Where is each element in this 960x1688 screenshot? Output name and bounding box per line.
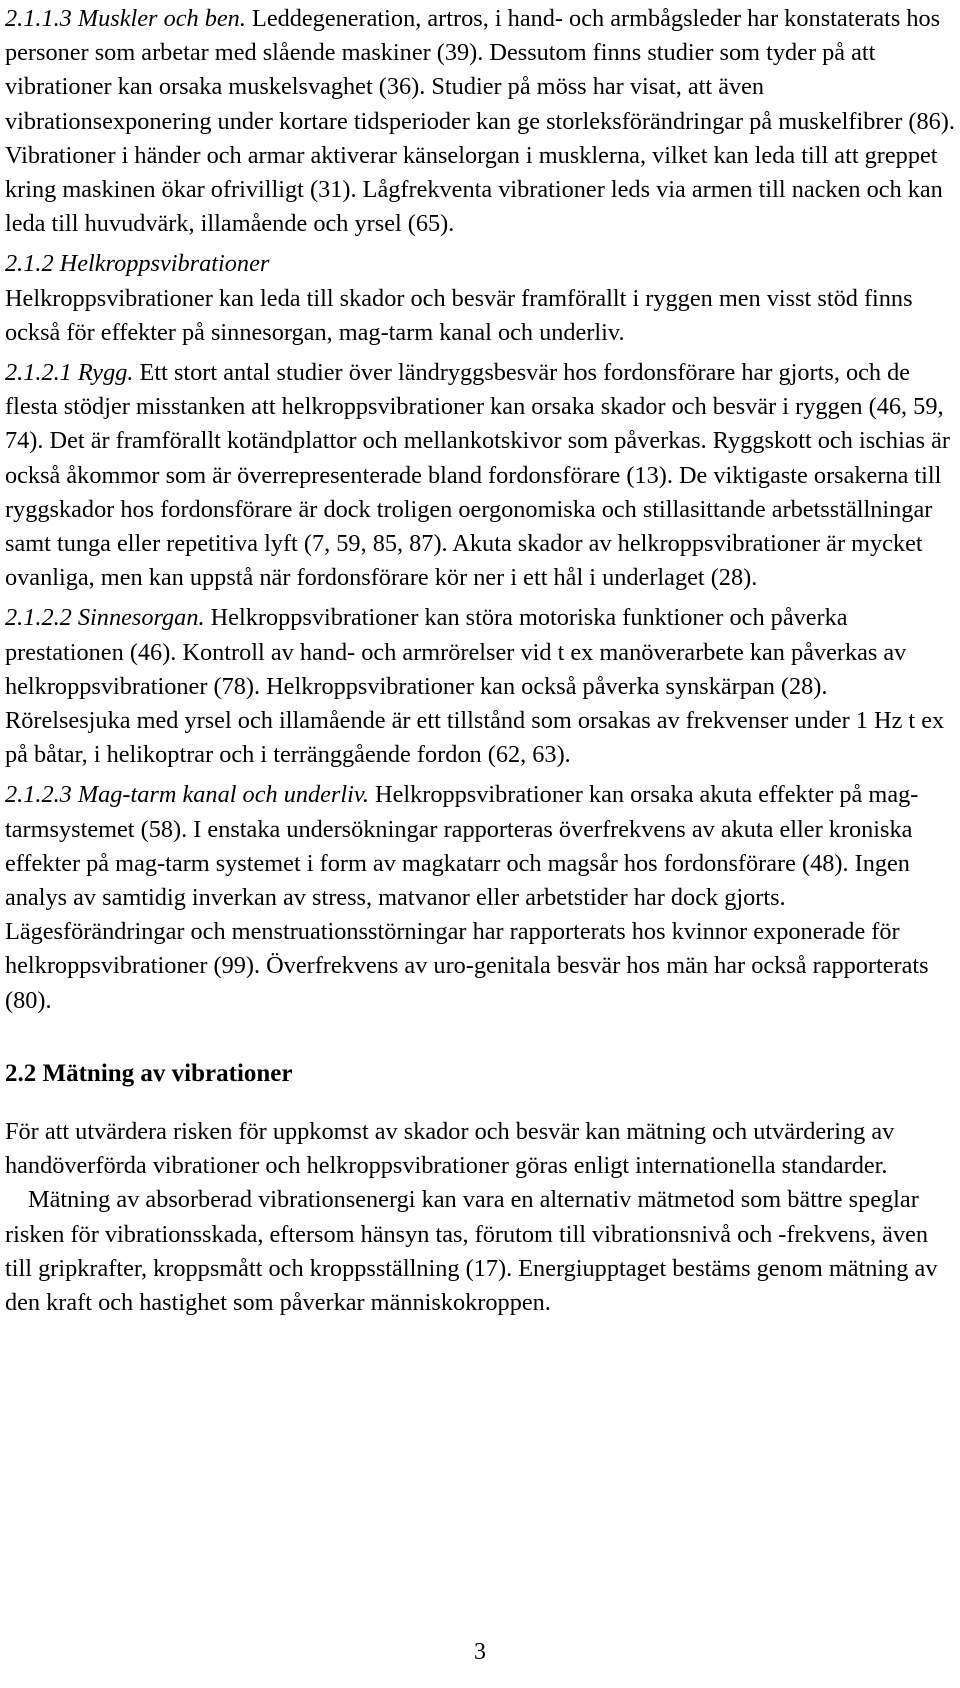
paragraph-text: Helkroppsvibrationer kan orsaka akuta effekter på mag-tarmsystemet (58). I enstaka undersökningar rapporteras överfrekvens av akuta eller kroniska effekter på mag-tarm systemet i form av magkatarr och magsår hos fordonsförare (48). Ingen analys av samtidig inverkan av stress, matvanor eller arbetstider har dock gjorts. Lägesförändringar och menstruationsstörningar har rapporterats hos kvinnor exponerade för helkroppsvibrationer (99). Överfrekvens av uro-genitala besvär hos män har också rapporterats (80). xyxy=(5,781,929,1014)
paragraph-text: Ett stort antal studier över ländryggsbesvär hos fordonsförare har gjorts, och de flesta stödjer misstanken att helkroppsvibrationer kan orsaka skador och besvär i ryggen (46, 59, 74). Det är framförallt kotändplattor och mellankotskivor som påverkas. Ryggskott och ischias är också åkommor som är överrepresenterade bland fordonsförare (13). De viktigaste orsakerna till ryggskador hos fordonsförare är dock troligen oergonomiska och stillasittande arbetsställningar samt tunga eller repetitiva lyft (7, 59, 85, 87). Akuta skador av helkroppsvibrationer är mycket ovanliga, men kan uppstå när fordonsförare kör ner i ett hål i underlaget (28). xyxy=(5,359,951,592)
subsection-heading-2-1-2-2: 2.1.2.2 Sinnesorgan. xyxy=(5,604,205,632)
subsection-heading-2-1-2-3: 2.1.2.3 Mag-tarm kanal och underliv. xyxy=(5,781,369,809)
paragraph-helkroppsvibrationer: Helkroppsvibrationer kan leda till skador och besvär framförallt i ryggen men visst stöd finns också för effekter på sinnesorgan, mag-tarm kanal och underliv. xyxy=(5,284,913,346)
paragraph-text: Leddegeneration, artros, i hand- och armbågsleder har konstaterats hos personer som arbetar med slående maskiner (39). Dessutom finns studier som tyder på att vibrationer kan orsaka muskelsvaghet (36). Studier på möss har visat, att även vibrationsexponering under kortare tidsperioder kan ge storleksförändringar på muskelfibrer (86). Vibrationer i händer och armar aktiverar känselorgan i musklerna, vilket kan leda till att greppet kring maskinen ökar ofrivilligt (31). Lågfrekventa vibrationer leds via armen till nacken och kan leda till huvudvärk, illamående och yrsel (65). xyxy=(5,5,955,238)
subsection-heading-2-1-2 xyxy=(5,247,955,281)
paragraph-muskler-och-ben xyxy=(5,2,955,241)
paragraph-matning-intro: För att utvärdera risken för uppkomst av skador och besvär kan mätning och utvärdering av handöverförda vibrationer och helkroppsvibrationer göras enligt internationella standarder. xyxy=(5,1117,895,1180)
paragraph-absorberad-energi: Mätning av absorberad vibrationsenergi kan vara en alternativ mätmetod som bättre speglar risken för vibrationsskada, eftersom hänsyn tas, förutom till vibrationsnivå och -frekvens, även till gripkrafter, kroppsmått och kroppsställning (17). Energiupptaget bestäms genom mätning av den kraft och hastighet som påverkar människokroppen. xyxy=(5,1186,938,1316)
subsection-heading-2-1-2-1: 2.1.2.1 Rygg. xyxy=(5,359,134,387)
paragraph-mag-tarm xyxy=(5,778,955,1017)
subsection-title: 2.1.2 Helkroppsvibrationer xyxy=(5,250,270,278)
paragraph-sinnesorgan xyxy=(5,601,955,772)
page-number: 3 xyxy=(474,1639,486,1665)
document-page xyxy=(5,2,955,1320)
paragraph-rygg xyxy=(5,356,955,595)
paragraph-text: Helkroppsvibrationer kan störa motoriska funktioner och påverka prestationen (46). Kontroll av hand- och armrörelser vid t ex manöverarbete kan påverkas av helkroppsvibrationer (78). Helkroppsvibrationer kan också påverka synskärpan (28). Rörelsesjuka med yrsel och illamående är ett tillstånd som orsakas av frekvenser under 1 Hz t ex på båtar, i helikoptrar och i terränggående fordon (62, 63). xyxy=(5,604,945,769)
subsection-heading-2-1-1-3: 2.1.1.3 Muskler och ben. xyxy=(5,5,246,32)
section-heading-2-2: 2.2 Mätning av vibrationer xyxy=(5,1059,293,1087)
